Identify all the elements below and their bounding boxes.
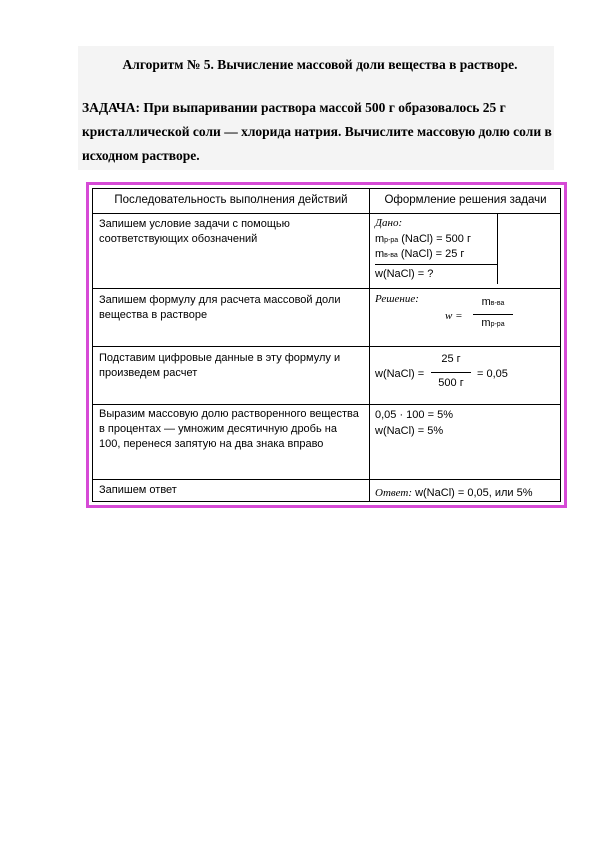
answer	[375, 486, 533, 501]
calc-result: = 0,05	[477, 368, 508, 380]
calc-numerator: 25 г	[441, 353, 461, 365]
task-body: При выпаривании раствора массой 500 г образовалось 25 г кристаллической соли — хлорида натрия. Вычислите массовую долю соли в исходном растворе.	[82, 100, 552, 163]
row-divider	[93, 346, 560, 347]
given-separator	[497, 214, 498, 284]
percent-line-2: w(NaCl) = 5%	[375, 425, 444, 437]
row-divider	[93, 288, 560, 289]
header-steps: Последовательность выполнения действий	[114, 194, 348, 206]
given-label: Дано:	[375, 217, 403, 229]
percent-line-1: 0,05 · 100 = 5%	[375, 409, 453, 421]
formula-w: w =	[445, 310, 463, 322]
answer-label: Ответ:	[375, 487, 413, 499]
formula-numerator: mв-ва	[481, 296, 505, 308]
table-grid	[92, 188, 561, 502]
answer-value: w(NaCl) = 0,05, или 5%	[415, 487, 533, 499]
fraction-bar	[473, 314, 513, 315]
given-mass-solution: mр-ра (NaCl) = 500 г	[375, 233, 471, 245]
page-title: Алгоритм № 5. Вычисление массовой доли вещества в растворе.	[122, 57, 518, 72]
step-5: Запишем ответ	[99, 484, 177, 496]
step-4: Выразим массовую долю растворенного вещества в процентах — умножим десятичную дробь на 100, перенеся запятую на два знака вправо	[99, 408, 359, 450]
given-mass-substance: mв-ва (NaCl) = 25 г	[375, 248, 465, 260]
header-solution: Оформление решения задачи	[384, 194, 547, 206]
find-unknown: w(NaCl) = ?	[375, 268, 434, 280]
calc-w: w(NaCl) =	[375, 368, 425, 380]
task-label: ЗАДАЧА:	[82, 100, 141, 115]
calc-fraction-bar	[431, 372, 471, 373]
calc-denominator: 500 г	[438, 377, 464, 389]
row-divider	[93, 213, 560, 214]
given-underline	[375, 264, 497, 265]
step-1: Запишем условие задачи с помощью соответствующих обозначений	[99, 218, 290, 245]
algorithm-table	[86, 182, 567, 508]
formula-denominator: mр-ра	[481, 317, 505, 329]
task-text	[82, 96, 552, 168]
column-divider	[369, 189, 370, 501]
step-3: Подставим цифровые данные в эту формулу и произведем расчет	[99, 352, 341, 379]
row-divider	[93, 404, 560, 405]
step-2: Запишем формулу для расчета массовой доли вещества в растворе	[99, 294, 341, 321]
answer-underline	[375, 501, 561, 502]
row-divider	[93, 479, 560, 480]
solution-label: Решение:	[375, 293, 419, 305]
